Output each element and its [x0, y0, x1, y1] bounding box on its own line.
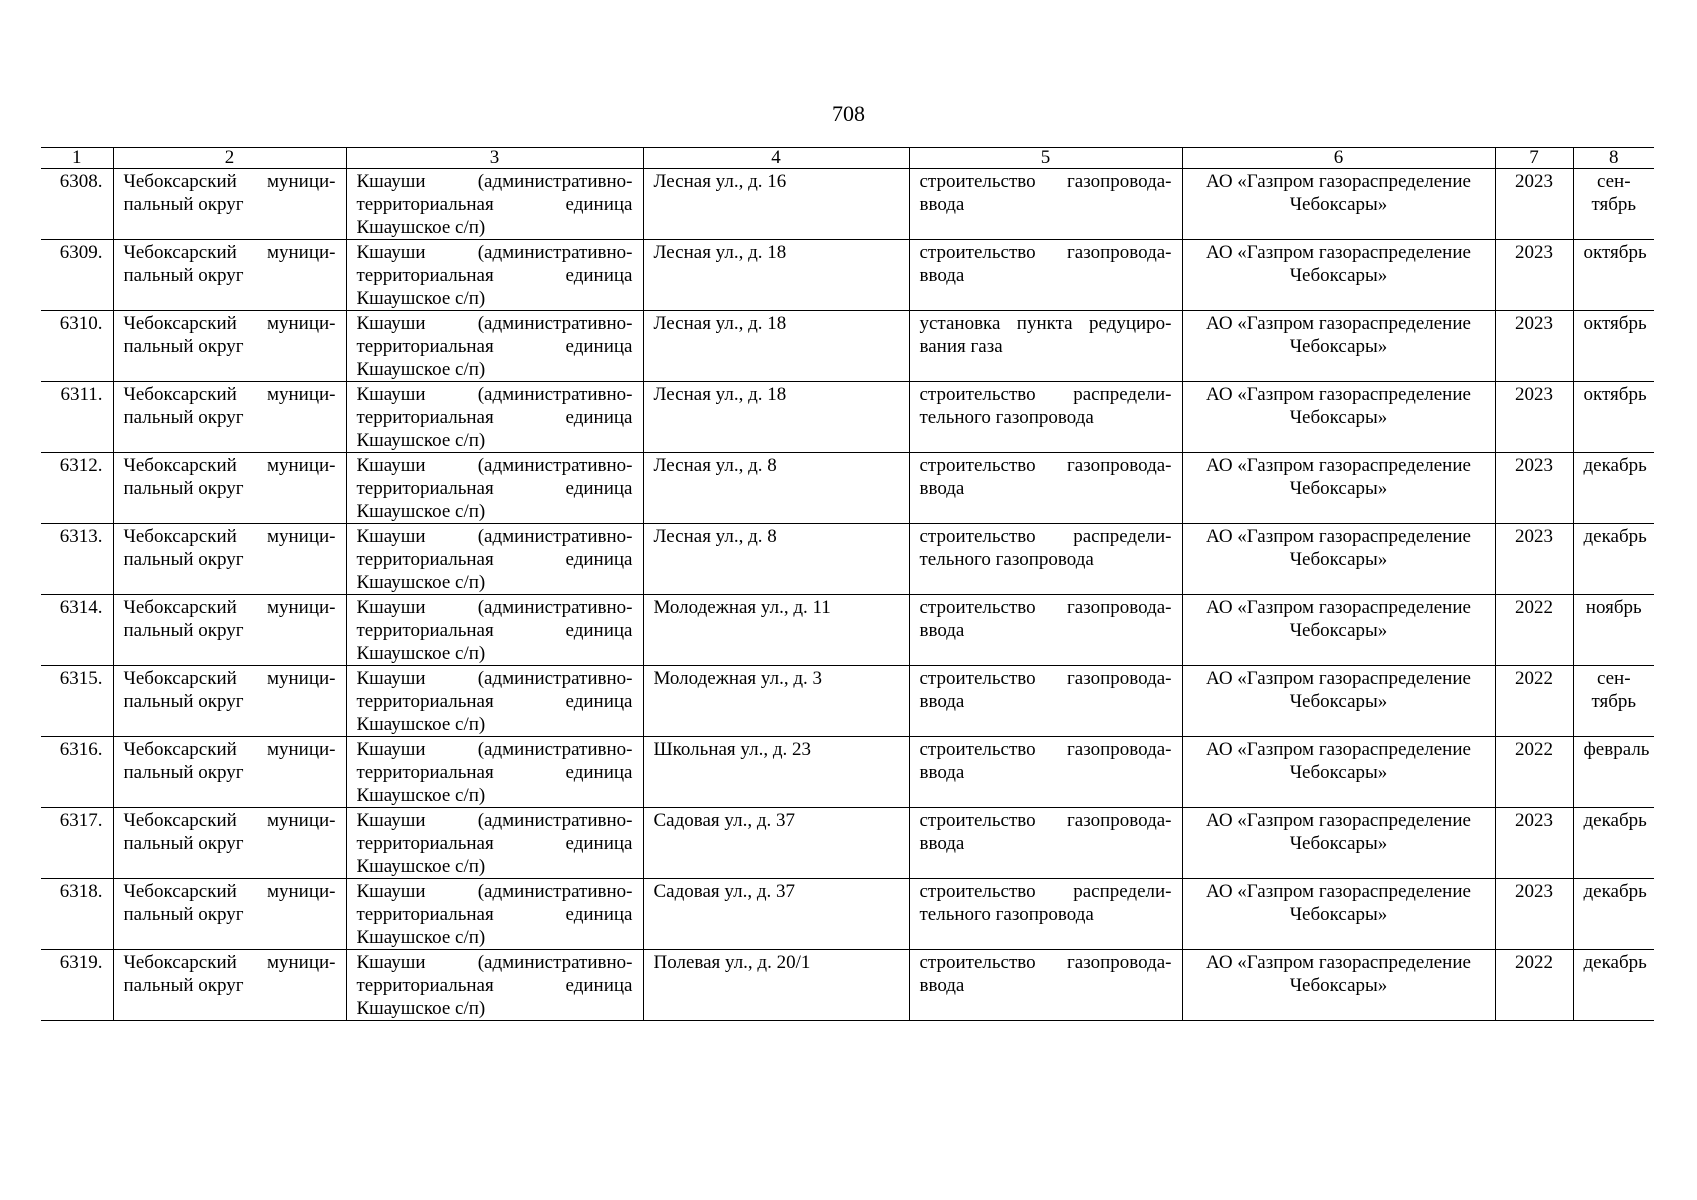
table-row: [41, 169, 1654, 240]
organization-line: АО «Газпром газораспределение: [1206, 881, 1471, 902]
organization-line: Чебоксары»: [1289, 265, 1388, 286]
organization-cell: [1182, 737, 1495, 808]
month-line: декабрь: [1583, 881, 1647, 902]
settlement-line: территориальная единица: [356, 478, 633, 499]
settlement-line: Кшаушское с/п): [356, 643, 486, 664]
district-cell: [113, 666, 346, 737]
organization-cell: [1182, 524, 1495, 595]
district-line: пальный округ: [123, 549, 244, 570]
settlement-line: территориальная единица: [356, 265, 633, 286]
settlement-line: Кшауши (административно-: [356, 739, 633, 760]
settlement-cell: [346, 311, 643, 382]
month-cell: [1573, 879, 1654, 950]
work-type-line: ввода: [919, 478, 965, 499]
work-type-line: ввода: [919, 265, 965, 286]
year-cell: 2023: [1495, 382, 1573, 453]
address-cell: Молодежная ул., д. 11: [643, 595, 909, 666]
work-type-line: строительство газопровода-: [919, 597, 1172, 618]
settlement-line: Кшаушское с/п): [356, 501, 486, 522]
year-cell: 2022: [1495, 595, 1573, 666]
month-cell: [1573, 595, 1654, 666]
district-line: пальный округ: [123, 975, 244, 996]
row-number-cell: 6315.: [41, 666, 113, 737]
work-type-line: тельного газопровода: [919, 549, 1094, 570]
settlement-cell: [346, 879, 643, 950]
settlement-cell: [346, 524, 643, 595]
district-line: Чебоксарский муници-: [123, 242, 336, 263]
year-cell: 2023: [1495, 879, 1573, 950]
district-line: пальный округ: [123, 336, 244, 357]
work-type-line: строительство газопровода-: [919, 810, 1172, 831]
work-type-cell: [909, 595, 1182, 666]
month-line: февраль: [1583, 739, 1650, 760]
row-number-cell: 6310.: [41, 311, 113, 382]
month-line: сен-: [1596, 171, 1631, 192]
district-line: пальный округ: [123, 478, 244, 499]
district-line: Чебоксарский муници-: [123, 952, 336, 973]
organization-cell: [1182, 879, 1495, 950]
organization-cell: [1182, 666, 1495, 737]
month-line: октябрь: [1583, 242, 1647, 263]
organization-line: АО «Газпром газораспределение: [1206, 668, 1471, 689]
address-cell: Лесная ул., д. 18: [643, 240, 909, 311]
table-row: [41, 311, 1654, 382]
settlement-line: Кшауши (административно-: [356, 810, 633, 831]
district-cell: [113, 382, 346, 453]
settlement-line: Кшаушское с/п): [356, 430, 486, 451]
organization-line: Чебоксары»: [1289, 336, 1388, 357]
table-row: [41, 382, 1654, 453]
district-cell: [113, 240, 346, 311]
work-type-line: строительство распредели-: [919, 384, 1172, 405]
work-type-cell: [909, 382, 1182, 453]
settlement-cell: [346, 808, 643, 879]
organization-cell: [1182, 808, 1495, 879]
row-number-cell: 6314.: [41, 595, 113, 666]
work-type-line: строительство газопровода-: [919, 952, 1172, 973]
settlement-cell: [346, 737, 643, 808]
organization-line: Чебоксары»: [1289, 478, 1388, 499]
work-type-line: строительство распредели-: [919, 526, 1172, 547]
district-line: Чебоксарский муници-: [123, 668, 336, 689]
row-number-cell: 6309.: [41, 240, 113, 311]
year-cell: 2023: [1495, 524, 1573, 595]
district-line: пальный округ: [123, 904, 244, 925]
table-row: [41, 666, 1654, 737]
settlement-line: Кшаушское с/п): [356, 359, 486, 380]
organization-cell: [1182, 382, 1495, 453]
organization-line: Чебоксары»: [1289, 549, 1388, 570]
month-cell: [1573, 311, 1654, 382]
year-cell: 2022: [1495, 737, 1573, 808]
settlement-line: Кшауши (административно-: [356, 597, 633, 618]
month-line: тябрь: [1591, 691, 1637, 712]
work-type-cell: [909, 453, 1182, 524]
table-row: [41, 950, 1654, 1021]
work-type-cell: [909, 879, 1182, 950]
district-line: Чебоксарский муници-: [123, 597, 336, 618]
organization-line: Чебоксары»: [1289, 620, 1388, 641]
district-line: Чебоксарский муници-: [123, 171, 336, 192]
settlement-line: Кшаушское с/п): [356, 927, 486, 948]
work-type-cell: [909, 524, 1182, 595]
organization-line: АО «Газпром газораспределение: [1206, 313, 1471, 334]
month-line: сен-: [1596, 668, 1631, 689]
organization-line: АО «Газпром газораспределение: [1206, 455, 1471, 476]
settlement-line: Кшаушское с/п): [356, 856, 486, 877]
organization-line: Чебоксары»: [1289, 691, 1388, 712]
month-line: декабрь: [1583, 952, 1647, 973]
settlement-line: территориальная единица: [356, 336, 633, 357]
address-cell: Лесная ул., д. 16: [643, 169, 909, 240]
row-number-cell: 6318.: [41, 879, 113, 950]
work-type-cell: [909, 169, 1182, 240]
district-cell: [113, 524, 346, 595]
organization-cell: [1182, 595, 1495, 666]
settlement-line: территориальная единица: [356, 833, 633, 854]
column-header: 8: [1573, 148, 1654, 169]
address-cell: Садовая ул., д. 37: [643, 879, 909, 950]
month-line: октябрь: [1583, 384, 1647, 405]
organization-line: АО «Газпром газораспределение: [1206, 242, 1471, 263]
organization-line: Чебоксары»: [1289, 904, 1388, 925]
organization-line: АО «Газпром газораспределение: [1206, 810, 1471, 831]
work-type-line: строительство газопровода-: [919, 668, 1172, 689]
settlement-line: Кшауши (административно-: [356, 952, 633, 973]
district-cell: [113, 879, 346, 950]
work-type-line: ввода: [919, 762, 965, 783]
organization-cell: [1182, 311, 1495, 382]
work-type-line: ввода: [919, 833, 965, 854]
month-line: тябрь: [1591, 194, 1637, 215]
month-line: октябрь: [1583, 313, 1647, 334]
organization-line: АО «Газпром газораспределение: [1206, 384, 1471, 405]
month-cell: [1573, 169, 1654, 240]
work-type-cell: [909, 950, 1182, 1021]
organization-line: Чебоксары»: [1289, 407, 1388, 428]
organization-cell: [1182, 453, 1495, 524]
district-line: Чебоксарский муници-: [123, 313, 336, 334]
address-cell: Школьная ул., д. 23: [643, 737, 909, 808]
district-line: пальный округ: [123, 194, 244, 215]
work-type-line: строительство газопровода-: [919, 739, 1172, 760]
settlement-line: Кшаушское с/п): [356, 572, 486, 593]
work-type-cell: [909, 808, 1182, 879]
district-line: Чебоксарский муници-: [123, 526, 336, 547]
work-type-cell: [909, 311, 1182, 382]
work-type-line: ввода: [919, 975, 965, 996]
work-type-line: строительство газопровода-: [919, 242, 1172, 263]
month-cell: [1573, 737, 1654, 808]
organization-line: АО «Газпром газораспределение: [1206, 171, 1471, 192]
settlement-line: Кшауши (административно-: [356, 242, 633, 263]
organization-line: АО «Газпром газораспределение: [1206, 597, 1471, 618]
row-number-cell: 6311.: [41, 382, 113, 453]
table-row: [41, 737, 1654, 808]
column-header: 4: [643, 148, 909, 169]
month-cell: [1573, 808, 1654, 879]
year-cell: 2023: [1495, 311, 1573, 382]
district-cell: [113, 950, 346, 1021]
work-type-line: ввода: [919, 691, 965, 712]
work-type-line: тельного газопровода: [919, 904, 1094, 925]
district-line: пальный округ: [123, 620, 244, 641]
table-row: [41, 240, 1654, 311]
settlement-line: Кшауши (административно-: [356, 384, 633, 405]
settlement-line: Кшауши (административно-: [356, 455, 633, 476]
work-type-cell: [909, 666, 1182, 737]
district-cell: [113, 737, 346, 808]
address-cell: Лесная ул., д. 18: [643, 382, 909, 453]
organization-line: АО «Газпром газораспределение: [1206, 952, 1471, 973]
settlement-cell: [346, 453, 643, 524]
settlement-line: территориальная единица: [356, 691, 633, 712]
column-header: 7: [1495, 148, 1573, 169]
address-cell: Молодежная ул., д. 3: [643, 666, 909, 737]
work-type-line: ввода: [919, 194, 965, 215]
column-header: 1: [41, 148, 113, 169]
row-number-cell: 6317.: [41, 808, 113, 879]
settlement-line: Кшаушское с/п): [356, 998, 486, 1019]
table-row: [41, 595, 1654, 666]
year-cell: 2023: [1495, 169, 1573, 240]
work-type-line: строительство газопровода-: [919, 455, 1172, 476]
row-number-cell: 6313.: [41, 524, 113, 595]
settlement-line: Кшаушское с/п): [356, 217, 486, 238]
settlement-line: территориальная единица: [356, 620, 633, 641]
row-number-cell: 6319.: [41, 950, 113, 1021]
district-line: пальный округ: [123, 407, 244, 428]
organization-line: АО «Газпром газораспределение: [1206, 526, 1471, 547]
work-type-line: строительство газопровода-: [919, 171, 1172, 192]
settlement-cell: [346, 169, 643, 240]
column-header: 5: [909, 148, 1182, 169]
table-row: [41, 879, 1654, 950]
district-line: пальный округ: [123, 265, 244, 286]
district-cell: [113, 311, 346, 382]
settlement-cell: [346, 666, 643, 737]
year-cell: 2023: [1495, 808, 1573, 879]
district-cell: [113, 453, 346, 524]
organization-line: Чебоксары»: [1289, 975, 1388, 996]
month-cell: [1573, 524, 1654, 595]
row-number-cell: 6312.: [41, 453, 113, 524]
district-line: Чебоксарский муници-: [123, 881, 336, 902]
page-number: 708: [832, 101, 865, 126]
organization-cell: [1182, 240, 1495, 311]
settlement-cell: [346, 595, 643, 666]
address-cell: Лесная ул., д. 8: [643, 453, 909, 524]
table-row: [41, 808, 1654, 879]
district-line: Чебоксарский муници-: [123, 810, 336, 831]
settlement-line: Кшаушское с/п): [356, 714, 486, 735]
row-number-cell: 6316.: [41, 737, 113, 808]
settlement-line: Кшауши (административно-: [356, 881, 633, 902]
work-type-cell: [909, 737, 1182, 808]
month-line: декабрь: [1583, 526, 1647, 547]
district-cell: [113, 595, 346, 666]
year-cell: 2022: [1495, 666, 1573, 737]
register-table: [41, 147, 1654, 1021]
settlement-line: территориальная единица: [356, 975, 633, 996]
table-row: [41, 524, 1654, 595]
district-line: пальный округ: [123, 691, 244, 712]
work-type-line: ввода: [919, 620, 965, 641]
address-cell: Лесная ул., д. 8: [643, 524, 909, 595]
organization-cell: [1182, 169, 1495, 240]
settlement-line: Кшауши (административно-: [356, 526, 633, 547]
year-cell: 2022: [1495, 950, 1573, 1021]
organization-line: Чебоксары»: [1289, 833, 1388, 854]
district-line: пальный округ: [123, 762, 244, 783]
settlement-line: территориальная единица: [356, 904, 633, 925]
district-line: Чебоксарский муници-: [123, 384, 336, 405]
work-type-line: вания газа: [919, 336, 1003, 357]
settlement-line: Кшаушское с/п): [356, 785, 486, 806]
column-header: 2: [113, 148, 346, 169]
work-type-cell: [909, 240, 1182, 311]
settlement-cell: [346, 950, 643, 1021]
organization-cell: [1182, 950, 1495, 1021]
district-line: Чебоксарский муници-: [123, 739, 336, 760]
month-line: ноябрь: [1585, 597, 1642, 618]
settlement-line: Кшаушское с/п): [356, 288, 486, 309]
work-type-line: строительство распредели-: [919, 881, 1172, 902]
table-row: [41, 453, 1654, 524]
month-cell: [1573, 950, 1654, 1021]
organization-line: Чебоксары»: [1289, 194, 1388, 215]
organization-line: АО «Газпром газораспределение: [1206, 739, 1471, 760]
column-header: 3: [346, 148, 643, 169]
month-cell: [1573, 453, 1654, 524]
settlement-cell: [346, 240, 643, 311]
row-number-cell: 6308.: [41, 169, 113, 240]
district-cell: [113, 169, 346, 240]
month-cell: [1573, 666, 1654, 737]
month-cell: [1573, 382, 1654, 453]
year-cell: 2023: [1495, 240, 1573, 311]
settlement-cell: [346, 382, 643, 453]
column-header: 6: [1182, 148, 1495, 169]
settlement-line: территориальная единица: [356, 194, 633, 215]
settlement-line: территориальная единица: [356, 549, 633, 570]
month-line: декабрь: [1583, 455, 1647, 476]
work-type-line: тельного газопровода: [919, 407, 1094, 428]
organization-line: Чебоксары»: [1289, 762, 1388, 783]
district-cell: [113, 808, 346, 879]
settlement-line: территориальная единица: [356, 407, 633, 428]
address-cell: Лесная ул., д. 18: [643, 311, 909, 382]
district-line: Чебоксарский муници-: [123, 455, 336, 476]
month-line: декабрь: [1583, 810, 1647, 831]
work-type-line: установка пункта редуциро-: [919, 313, 1172, 334]
settlement-line: Кшауши (административно-: [356, 313, 633, 334]
month-cell: [1573, 240, 1654, 311]
address-cell: Садовая ул., д. 37: [643, 808, 909, 879]
year-cell: 2023: [1495, 453, 1573, 524]
district-line: пальный округ: [123, 833, 244, 854]
settlement-line: Кшауши (административно-: [356, 668, 633, 689]
settlement-line: Кшауши (административно-: [356, 171, 633, 192]
column-number-row: [41, 148, 1654, 169]
address-cell: Полевая ул., д. 20/1: [643, 950, 909, 1021]
settlement-line: территориальная единица: [356, 762, 633, 783]
